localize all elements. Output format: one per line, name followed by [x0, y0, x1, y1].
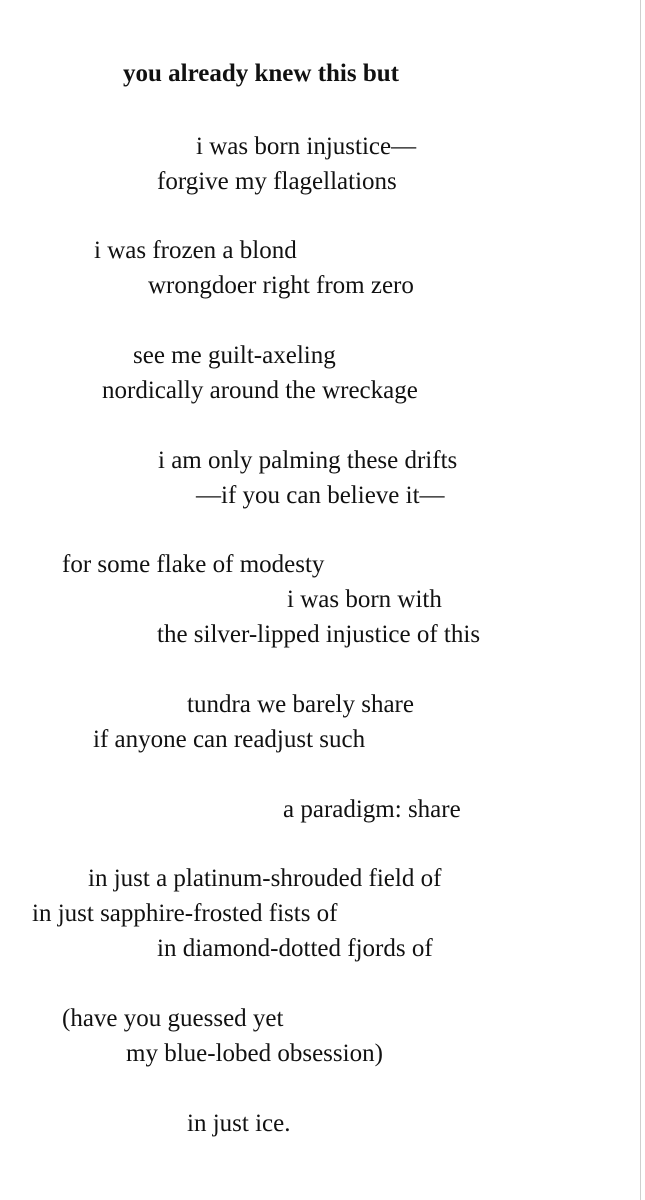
- poem-line: see me guilt-axeling: [133, 342, 336, 369]
- poem-line: —if you can believe it—: [196, 482, 445, 509]
- poem-line: if anyone can readjust such: [93, 726, 366, 753]
- poem-line: in diamond-dotted fjords of: [157, 935, 433, 962]
- poem-line: i was born injustice—: [196, 133, 417, 160]
- poem-line: in just sapphire-frosted fists of: [32, 900, 338, 927]
- poem-line: i was born with: [287, 586, 442, 613]
- poem-line: in just a platinum-shrouded field of: [88, 865, 442, 892]
- poem-line: in just ice.: [187, 1110, 291, 1137]
- poem-line: for some flake of modesty: [62, 551, 325, 578]
- poem-line: (have you guessed yet: [62, 1005, 284, 1032]
- poem-line: forgive my flagellations: [157, 168, 397, 195]
- poem-line: wrongdoer right from zero: [148, 272, 414, 299]
- poem-line: my blue-lobed obsession): [126, 1040, 383, 1067]
- page-edge-rule: [640, 0, 641, 1200]
- poem-line: i was frozen a blond: [94, 237, 297, 264]
- poem-line: tundra we barely share: [187, 691, 414, 718]
- poem-title: you already knew this but: [123, 60, 399, 87]
- poem-line: the silver-lipped injustice of this: [157, 621, 481, 648]
- poem-line: a paradigm: share: [283, 796, 461, 823]
- poem-line: nordically around the wreckage: [102, 377, 418, 404]
- poem-line: i am only palming these drifts: [158, 447, 458, 474]
